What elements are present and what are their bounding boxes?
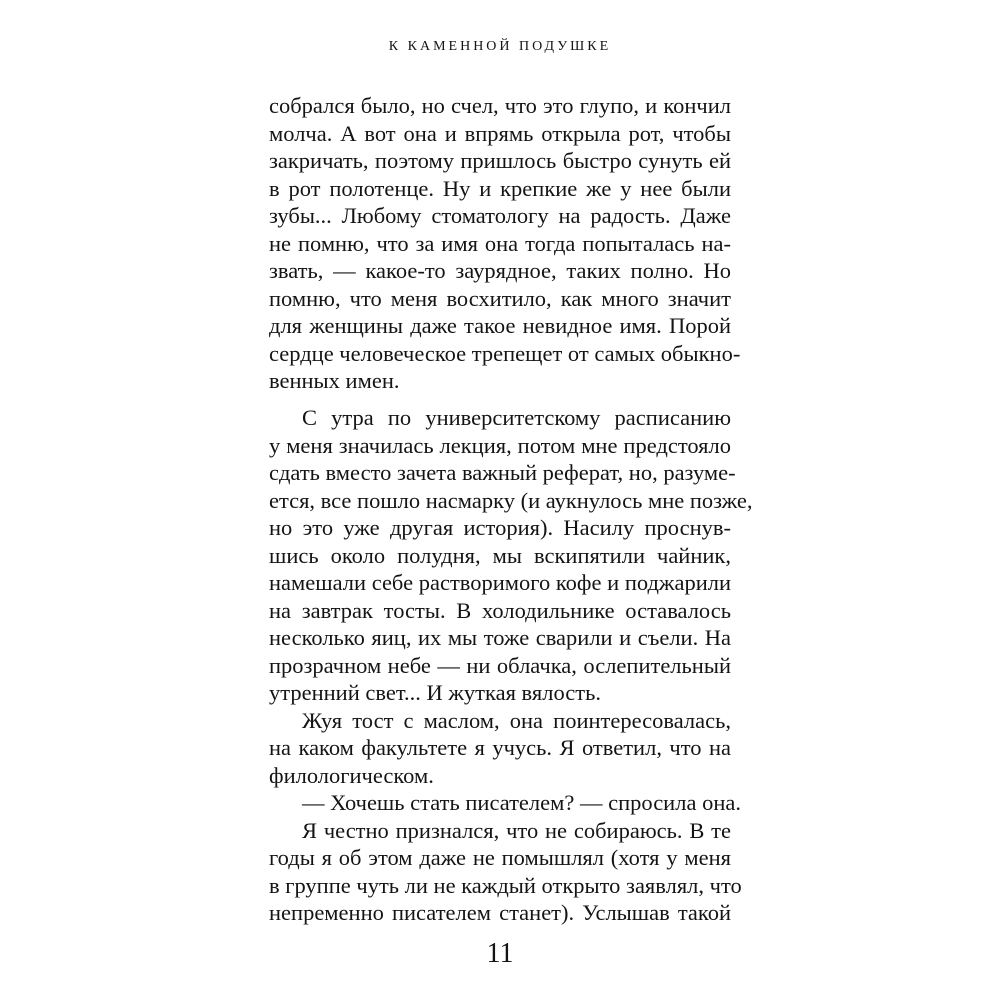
text-line: филологическом. (269, 762, 434, 788)
text-block-new-section (269, 404, 753, 927)
text-line: сердце человеческое трепещет от самых обыкно- (269, 340, 741, 366)
page-number: 11 (486, 938, 514, 969)
text-line: в группе чуть ли не каждый открыто заявлял, что (269, 872, 742, 898)
text-line: сдать вместо зачета важный реферат, но, разуме- (269, 460, 736, 485)
text-line: но это уже другая история). Насилу проснув- (269, 515, 731, 540)
text-line: зубы... Любому стоматологу на радость. Даже (269, 203, 731, 228)
text-line: на каком факультете я учусь. Я ответил, что на (269, 735, 731, 760)
text-line: непременно писателем станет). Услышав такой (269, 900, 731, 925)
text-line: не помню, что за имя она тогда попыталась на- (269, 230, 731, 256)
text-line: у меня значилась лекция, потом мне предстояло (269, 432, 731, 458)
text-line: для женщины даже такое невидное имя. Порой (269, 313, 731, 338)
text-line: несколько яиц, их мы тоже сварили и съели. На (269, 625, 731, 650)
text-line: на завтрак тосты. В холодильнике оставалось (269, 597, 731, 623)
running-head: К КАМЕННОЙ ПОДУШКЕ (388, 39, 612, 54)
paragraph-first-line: Жуя тост с маслом, она поинтересовалась, (302, 707, 731, 733)
text-line: утренний свет... И жуткая вялость. (269, 680, 601, 705)
paragraph-first-line: С утра по университетскому расписанию (302, 405, 731, 430)
text-line: закричать, поэтому пришлось быстро сунуть ей (269, 148, 731, 173)
text-line: собрался было, но счел, что это глупо, и кончил (269, 93, 731, 118)
text-line: прозрачном небе — ни облачка, ослепительный (269, 652, 731, 678)
text-line: годы я об этом даже не помышлял (хотя у меня (269, 845, 731, 870)
text-line: намешали себе растворимого кофе и поджарили (269, 570, 731, 595)
text-line: шись около полудня, мы вскипятили чайник, (269, 542, 731, 568)
paragraph-first-line: — Хочешь стать писателем? — спросила она. (302, 790, 741, 815)
text-line: молча. А вот она и впрямь открыла рот, чтобы (269, 120, 731, 146)
text-line: звать, — какое-то заурядное, таких полно. Но (269, 258, 731, 283)
text-line: венных имен. (269, 368, 400, 393)
paragraph-first-line: Я честно признался, что не собираюсь. В те (302, 817, 731, 843)
text-line: ется, все пошло насмарку (и аукнулось мне позже, (269, 487, 753, 513)
text-line: в рот полотенце. Ну и крепкие же у нее были (269, 175, 731, 201)
text-block-continuation (269, 92, 741, 395)
text-line: помню, что меня восхитило, как много значит (269, 285, 731, 311)
